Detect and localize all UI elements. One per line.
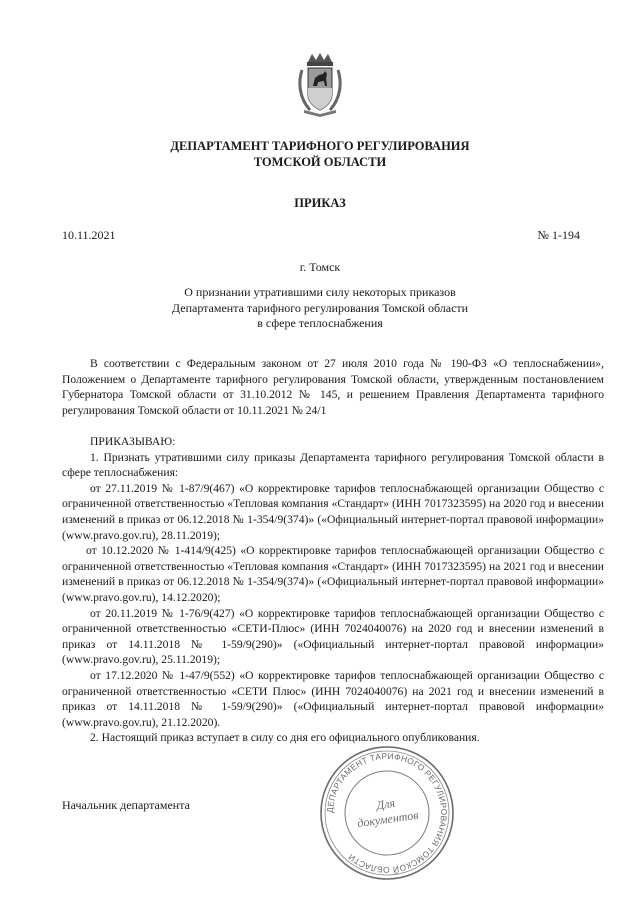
preamble [62, 356, 604, 418]
department-name [0, 138, 640, 170]
order-number: № 1-194 [537, 228, 580, 242]
official-stamp [318, 744, 456, 882]
stamp-center-line1: Для [375, 795, 396, 813]
order-item-1: 1. Признать утратившими силу приказы Департамента тарифного регулирования Томской области в сфере теплоснабжения: [62, 450, 604, 480]
preamble-text: В соответствии с Федеральным законом от 27 июля 2010 года № 190-ФЗ «О теплоснабжении», Положением о Департаменте тарифного регулирования Томской области, утвержденным постановлением Губернатора Томской области от 31.10.2012 № 145, и решением Правления Департамента тарифного регулирования Томской области от 10.11.2021 № 24/1 [62, 357, 604, 417]
signatory-title: Начальник департамента [62, 798, 190, 812]
order-subitem: от 10.12.2020 № 1-414/9(425) «О корректировке тарифов теплоснабжающей организации Общество с ограниченной ответственностью «Тепловая компания «Стандарт» (ИНН 7017323595) на 2021 год и внесении изменений в приказ от 06.12.2018 № 1-354/9(374)» («Официальный интернет-портал правовой информации» (www.pravo.gov.ru), 14.12.2020); [62, 544, 604, 604]
order-word: ПРИКАЗЫВАЮ: [90, 435, 176, 448]
order-subitem: от 27.11.2019 № 1-87/9(467) «О корректировке тарифов теплоснабжающей организации Общество с ограниченной ответственностью «Тепловая компания «Стандарт» (ИНН 7017323595) на 2020 год и внесении изменений в приказ от 06.12.2018 № 1-354/9(374)» («Официальный интернет-портал правовой информации» (www.pravo.gov.ru), 28.11.2019); [62, 481, 604, 542]
order-subject [0, 285, 640, 332]
order-city: г. Томск [299, 260, 341, 274]
stamp-center-line2: документов [356, 807, 420, 831]
order-subitem: от 20.11.2019 № 1-76/9(427) «О корректировке тарифов теплоснабжающей организации Общество с ограниченной ответственностью «СЕТИ-Плюс» (ИНН 7024040076) на 2020 год и внесении изменений в приказ от 14.11.2018 № 1-59/9(290)» («Официальный интернет-портал правовой информации» (www.pravo.gov.ru), 25.11.2019); [62, 606, 604, 667]
order-date: 10.11.2021 [62, 228, 116, 242]
order-body [62, 434, 604, 746]
tomsk-oblast-coat-of-arms-icon [296, 52, 344, 118]
subject-line3: в сфере теплоснабжения [257, 316, 383, 330]
department-name-line1: ДЕПАРТАМЕНТ ТАРИФНОГО РЕГУЛИРОВАНИЯ [170, 139, 470, 153]
stamp-ring-text: ДЕПАРТАМЕНТ ТАРИФНОГО РЕГУЛИРОВАНИЯ ТОМСКОЙ ОБЛАСТИ [324, 750, 450, 876]
subject-line1: О признании утратившими силу некоторых приказов [184, 285, 456, 299]
subject-line2: Департамента тарифного регулирования Томской области [171, 300, 469, 315]
order-title: ПРИКАЗ [294, 196, 346, 210]
order-item-2: 2. Настоящий приказ вступает в силу со дня его официального опубликования. [90, 731, 480, 745]
department-name-line2: ТОМСКОЙ ОБЛАСТИ [253, 155, 387, 169]
order-subitem: от 17.12.2020 № 1-47/9(552) «О корректировке тарифов теплоснабжающей организации Общество с ограниченной ответственностью «СЕТИ Плюс» (ИНН 7024040076) на 2021 год и внесении изменений в приказ от 14.11.2018 № 1-59/9(290)» («Официальный интернет-портал правовой информации» (www.pravo.gov.ru), 21.12.2020). [62, 668, 604, 729]
